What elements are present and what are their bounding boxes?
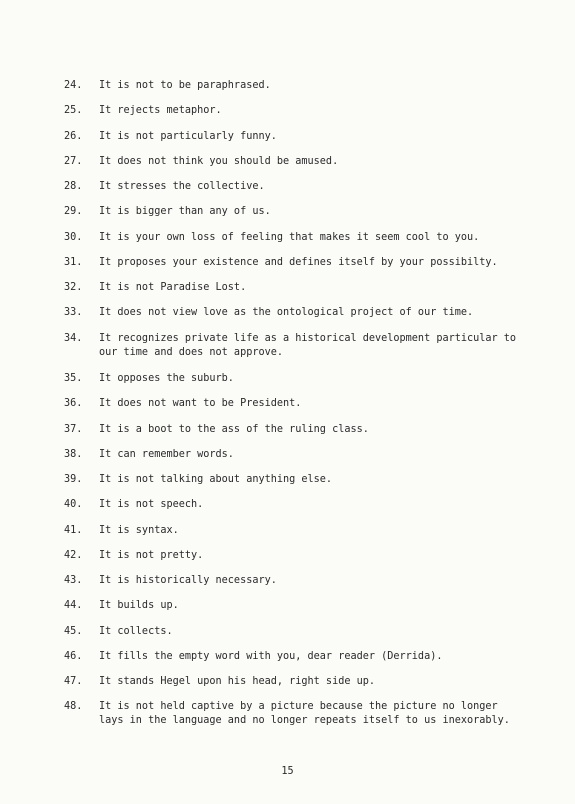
- item-text: It collects.: [99, 625, 173, 637]
- list-item: [64, 549, 534, 574]
- item-number: 42.: [64, 549, 83, 561]
- item-text: It is not held captive by a picture because the picture no longer lays in the language and no longer repeats itself to us inexorably.: [99, 701, 510, 727]
- item-number: 30.: [64, 231, 83, 243]
- item-text: It is not talking about anything else.: [99, 474, 333, 485]
- list-item: [64, 473, 534, 498]
- item-number: 40.: [64, 499, 83, 511]
- item-text: It can remember words.: [99, 448, 234, 460]
- item-number: 28.: [64, 181, 83, 192]
- item-number: 44.: [64, 600, 83, 612]
- list-item: [64, 423, 534, 448]
- list-item: [64, 231, 534, 256]
- item-number: 47.: [64, 676, 83, 687]
- item-number: 29.: [64, 206, 83, 218]
- list-item: [64, 498, 534, 523]
- list-item: [64, 155, 534, 180]
- item-number: 34.: [64, 332, 83, 344]
- list-item: [64, 332, 534, 373]
- item-text: It proposes your existence and defines itself by your possibilty.: [99, 256, 498, 268]
- item-number: 26.: [64, 130, 83, 142]
- list-item: [64, 306, 534, 331]
- item-text: It does not view love as the ontological project of our time.: [99, 307, 474, 319]
- item-number: 45.: [64, 625, 83, 637]
- item-text: It fills the empty word with you, dear reader (Derrida).: [99, 650, 443, 662]
- numbered-list: [64, 79, 534, 740]
- list-item: [64, 180, 534, 205]
- item-number: 38.: [64, 448, 83, 460]
- item-text: It opposes the suburb.: [99, 373, 234, 384]
- list-item: [64, 372, 534, 397]
- item-text: It is not to be paraphrased.: [99, 80, 271, 91]
- item-number: 27.: [64, 155, 83, 167]
- item-text: It is historically necessary.: [99, 575, 277, 586]
- page-number: 15: [281, 766, 294, 777]
- list-item: [64, 448, 534, 473]
- item-text: It is bigger than any of us.: [99, 206, 271, 218]
- list-item: [64, 104, 534, 129]
- list-item: [64, 650, 534, 675]
- item-text: It builds up.: [99, 600, 179, 612]
- list-item: [64, 130, 534, 155]
- item-text: It is not pretty.: [99, 549, 204, 561]
- item-number: 48.: [64, 701, 83, 713]
- list-item: [64, 281, 534, 306]
- item-number: 37.: [64, 423, 83, 435]
- item-text: It stresses the collective.: [99, 181, 265, 192]
- item-number: 36.: [64, 398, 83, 410]
- item-number: 31.: [64, 256, 83, 268]
- item-number: 33.: [64, 307, 83, 319]
- item-number: 24.: [64, 80, 83, 91]
- item-number: 41.: [64, 524, 83, 536]
- item-number: 46.: [64, 650, 83, 662]
- list-item: [64, 700, 534, 740]
- item-number: 32.: [64, 282, 83, 293]
- item-text: It stands Hegel upon his head, right side up.: [99, 676, 376, 687]
- list-item: [64, 397, 534, 422]
- list-item: [64, 599, 534, 624]
- list-item: [64, 675, 534, 700]
- list-item: [64, 205, 534, 230]
- item-number: 35.: [64, 373, 83, 384]
- list-item: [64, 256, 534, 281]
- item-text: It does not want to be President.: [99, 398, 302, 410]
- item-text: It is not particularly funny.: [99, 130, 277, 142]
- item-text: It rejects metaphor.: [99, 105, 222, 117]
- item-text: It is your own loss of feeling that makes it seem cool to you.: [99, 231, 480, 243]
- item-number: 25.: [64, 105, 83, 117]
- item-text: It recognizes private life as a historical development particular to our time and does not approve.: [99, 332, 517, 358]
- item-number: 43.: [64, 575, 83, 586]
- item-text: It does not think you should be amused.: [99, 155, 339, 167]
- list-item: [64, 79, 534, 104]
- item-text: It is a boot to the ass of the ruling class.: [99, 423, 369, 435]
- list-item: [64, 574, 534, 599]
- item-number: 39.: [64, 474, 83, 485]
- item-text: It is not speech.: [99, 499, 204, 511]
- item-text: It is syntax.: [99, 524, 179, 536]
- list-item: [64, 625, 534, 650]
- list-item: [64, 524, 534, 549]
- item-text: It is not Paradise Lost.: [99, 282, 247, 293]
